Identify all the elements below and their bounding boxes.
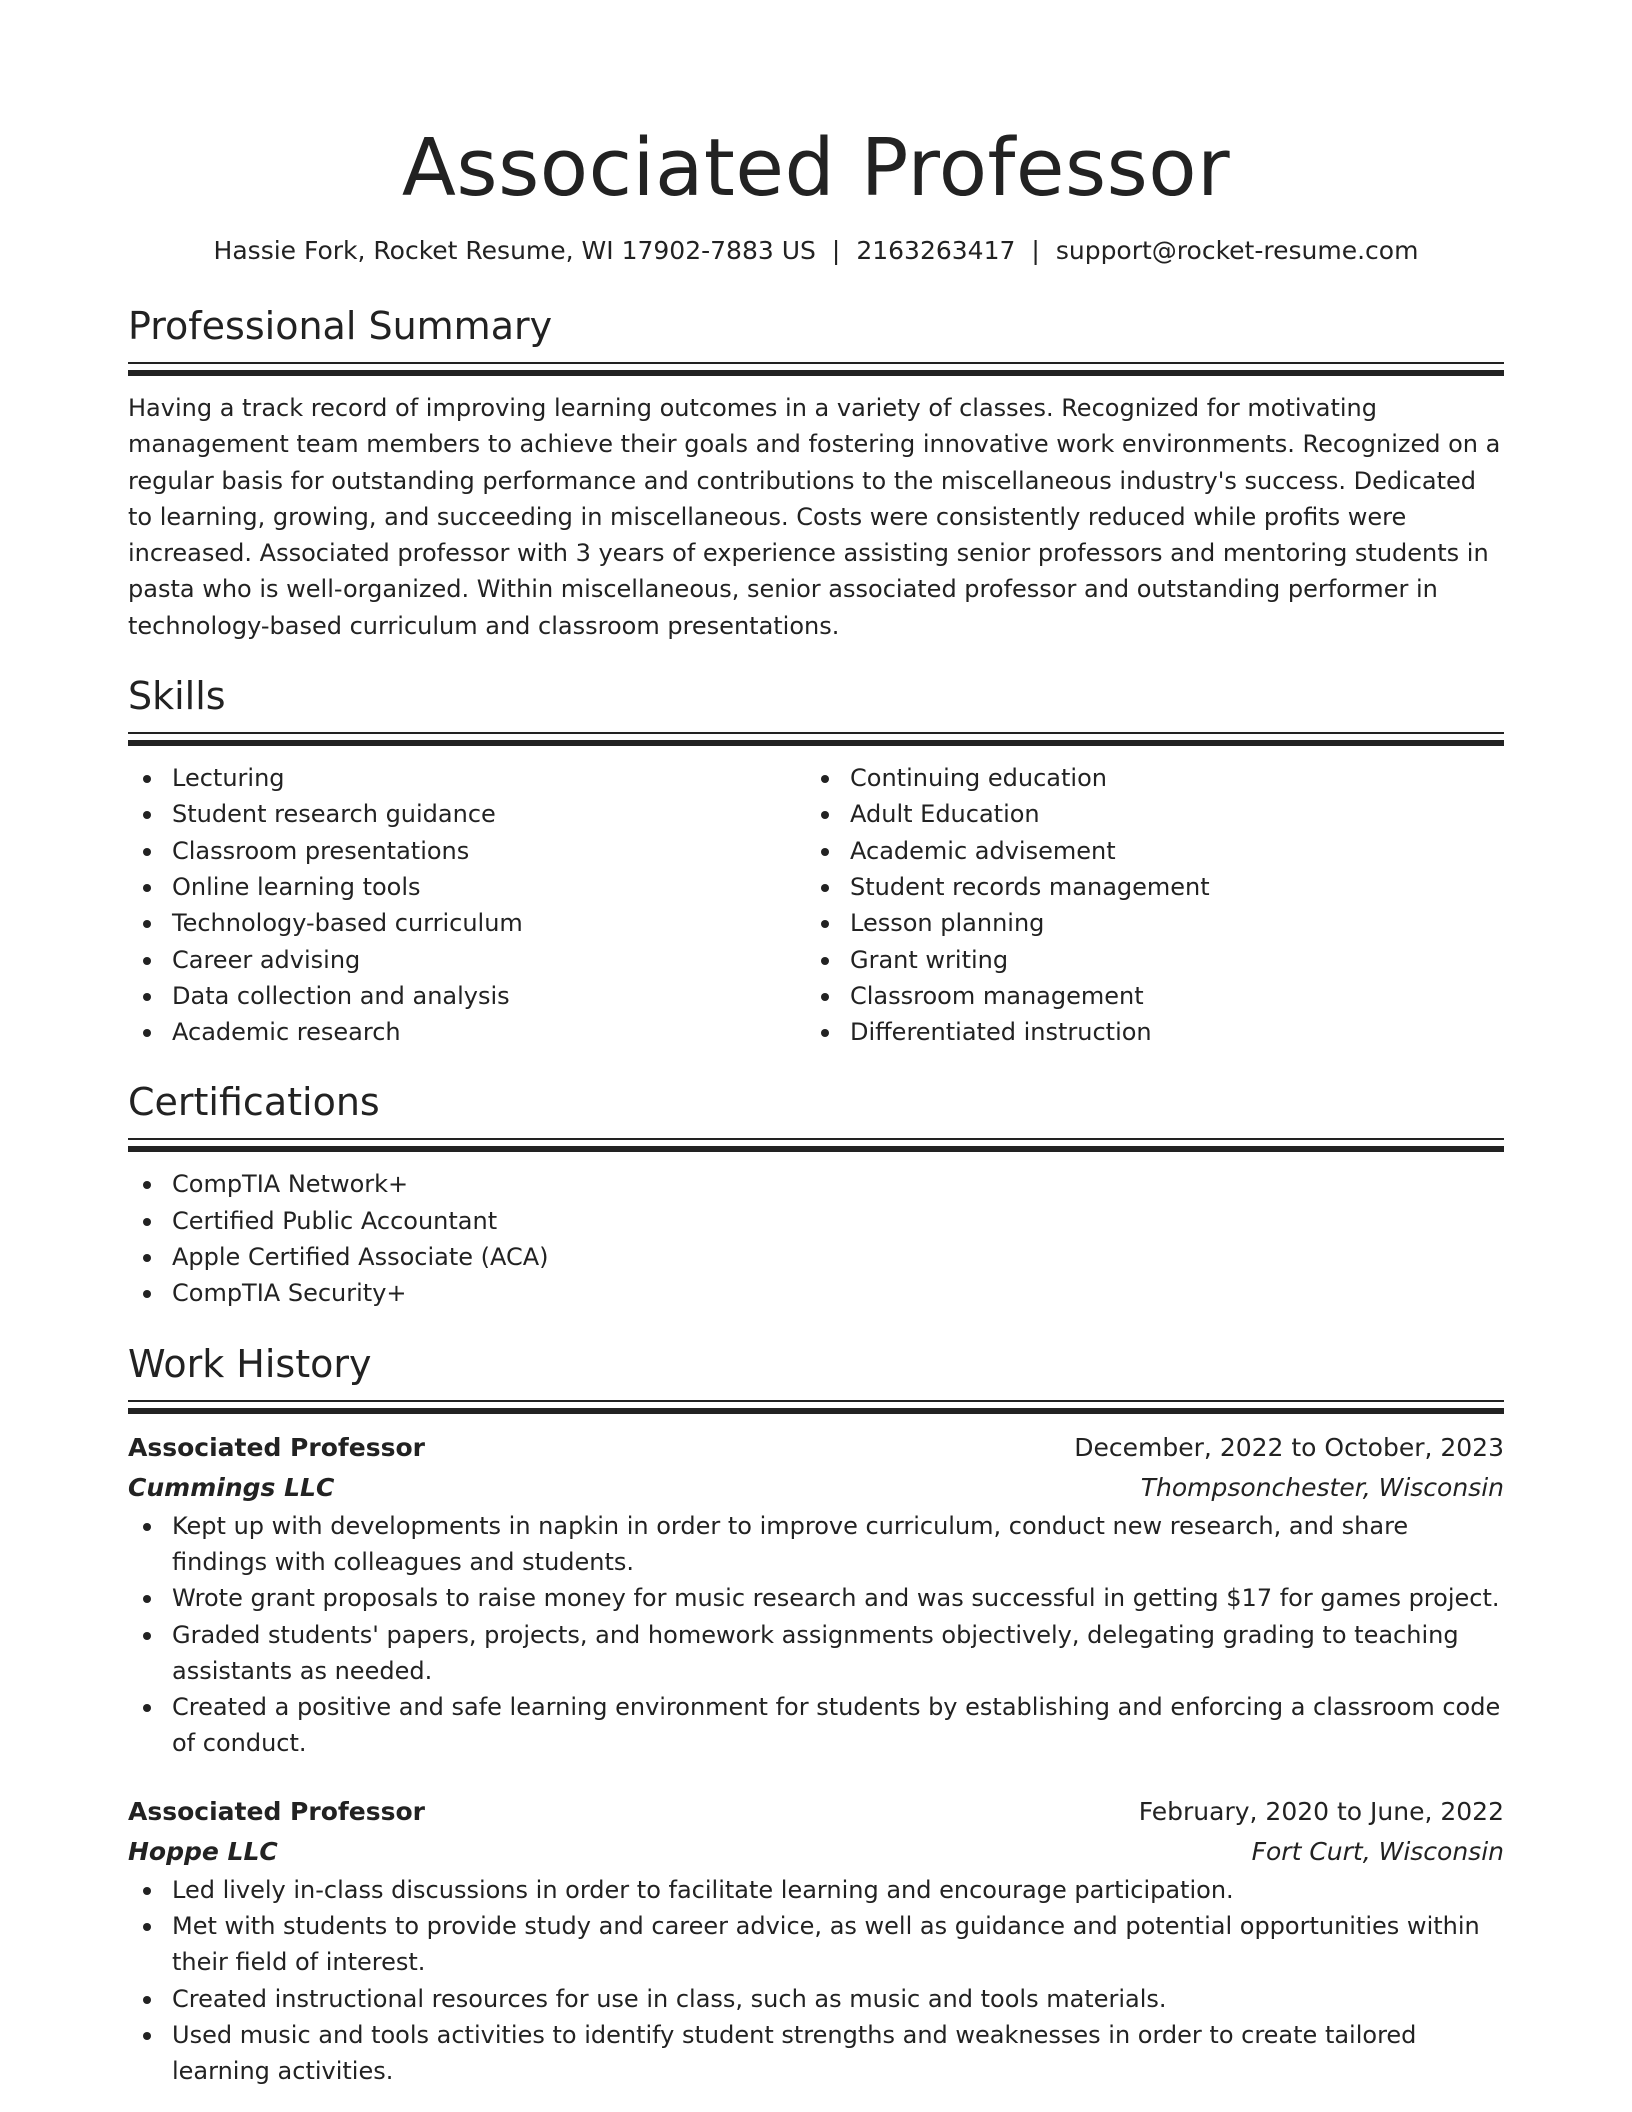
resume-content <box>128 118 1504 2090</box>
job-header <box>128 1428 1504 1468</box>
job-bullet: Led lively in-class discussions in order to facilitate learning and encourage participation. <box>128 1872 1504 1908</box>
job-bullets <box>128 1872 1504 2090</box>
work-history-heading: Work History <box>128 1341 372 1386</box>
job-dates: December, 2022 to October, 2023 <box>1074 1432 1504 1462</box>
job-dates: February, 2020 to June, 2022 <box>1138 1796 1504 1826</box>
contact-phone: 2163263417 <box>856 236 1016 265</box>
skill-item: Grant writing <box>806 942 1484 978</box>
candidate-name: Associated Professor <box>401 122 1231 214</box>
skill-item: Online learning tools <box>128 869 806 905</box>
section-divider <box>128 1400 1504 1414</box>
skills-section <box>128 672 1504 1050</box>
skill-item: Academic advisement <box>806 833 1484 869</box>
skill-item: Career advising <box>128 942 806 978</box>
contact-separator: | <box>1031 236 1040 265</box>
job-header <box>128 1792 1504 1832</box>
skill-item: Student records management <box>806 869 1484 905</box>
skills-heading: Skills <box>128 674 226 719</box>
section-divider <box>128 362 1504 376</box>
section-divider <box>128 1138 1504 1152</box>
certifications-list <box>128 1166 1504 1311</box>
contact-line <box>128 234 1504 268</box>
skills-columns <box>128 760 1504 1050</box>
job-bullet: Wrote grant proposals to raise money for music research and was successful in getting $17 for games project. <box>128 1580 1504 1616</box>
job-entry <box>128 1792 1504 2090</box>
job-location: Fort Curt, Wisconsin <box>1251 1836 1504 1866</box>
skill-item: Technology-based curriculum <box>128 905 806 941</box>
skill-item: Continuing education <box>806 760 1484 796</box>
certification-item: Certified Public Accountant <box>128 1203 1504 1239</box>
skill-item: Student research guidance <box>128 796 806 832</box>
certifications-section <box>128 1078 1504 1311</box>
skills-list-left <box>128 760 806 1050</box>
job-bullet: Used music and tools activities to identify student strengths and weaknesses in order to create tailored learning activities. <box>128 2017 1504 2090</box>
job-company: Hoppe LLC <box>128 1836 278 1866</box>
skill-item: Academic research <box>128 1014 806 1050</box>
job-bullet: Created instructional resources for use in class, such as music and tools materials. <box>128 1981 1504 2017</box>
work-history-section <box>128 1340 1504 2090</box>
skill-item: Lecturing <box>128 760 806 796</box>
job-company: Cummings LLC <box>128 1472 335 1502</box>
certification-item: Apple Certified Associate (ACA) <box>128 1239 1504 1275</box>
job-subheader <box>128 1468 1504 1508</box>
job-bullets <box>128 1508 1504 1762</box>
skill-item: Data collection and analysis <box>128 978 806 1014</box>
job-bullet: Created a positive and safe learning environment for students by establishing and enforcing a classroom code of conduct. <box>128 1689 1504 1762</box>
certifications-heading: Certifications <box>128 1080 380 1125</box>
skill-item: Classroom presentations <box>128 833 806 869</box>
job-bullet: Met with students to provide study and career advice, as well as guidance and potential opportunities within their field of interest. <box>128 1908 1504 1981</box>
job-subheader <box>128 1832 1504 1872</box>
skill-item: Lesson planning <box>806 905 1484 941</box>
certification-item: CompTIA Security+ <box>128 1275 1504 1311</box>
summary-text: Having a track record of improving learning outcomes in a variety of classes. Recognized for motivating management team members to achieve their goals and fostering innovative work environments. Recognized on a regular basis for outstanding performance and contributions to the miscellaneous industry's success. Dedicated to learning, growing, and succeeding in miscellaneous. Costs were consistently reduced while profits were increased. Associated professor with 3 years of experience assisting senior professors and mentoring students in pasta who is well-organized. Within miscellaneous, senior associated professor and outstanding performer in technology-based curriculum and classroom presentations. <box>128 394 1501 640</box>
contact-address: Hassie Fork, Rocket Resume, WI 17902-7883 US <box>213 236 816 265</box>
job-location: Thompsonchester, Wisconsin <box>1140 1472 1504 1502</box>
skill-item: Differentiated instruction <box>806 1014 1484 1050</box>
skill-item: Adult Education <box>806 796 1484 832</box>
skills-list-right <box>806 760 1484 1050</box>
contact-email[interactable]: support@rocket-resume.com <box>1055 236 1419 265</box>
certification-item: CompTIA Network+ <box>128 1166 1504 1202</box>
job-bullet: Graded students' papers, projects, and homework assignments objectively, delegating grading to teaching assistants as needed. <box>128 1617 1504 1690</box>
job-entry <box>128 1428 1504 1762</box>
section-divider <box>128 732 1504 746</box>
job-title: Associated Professor <box>128 1432 425 1462</box>
contact-separator: | <box>831 236 841 265</box>
summary-section <box>128 302 1504 644</box>
skill-item: Classroom management <box>806 978 1484 1014</box>
job-title: Associated Professor <box>128 1796 425 1826</box>
job-bullet: Kept up with developments in napkin in order to improve curriculum, conduct new research, and share findings with colleagues and students. <box>128 1508 1504 1581</box>
summary-heading: Professional Summary <box>128 304 553 348</box>
